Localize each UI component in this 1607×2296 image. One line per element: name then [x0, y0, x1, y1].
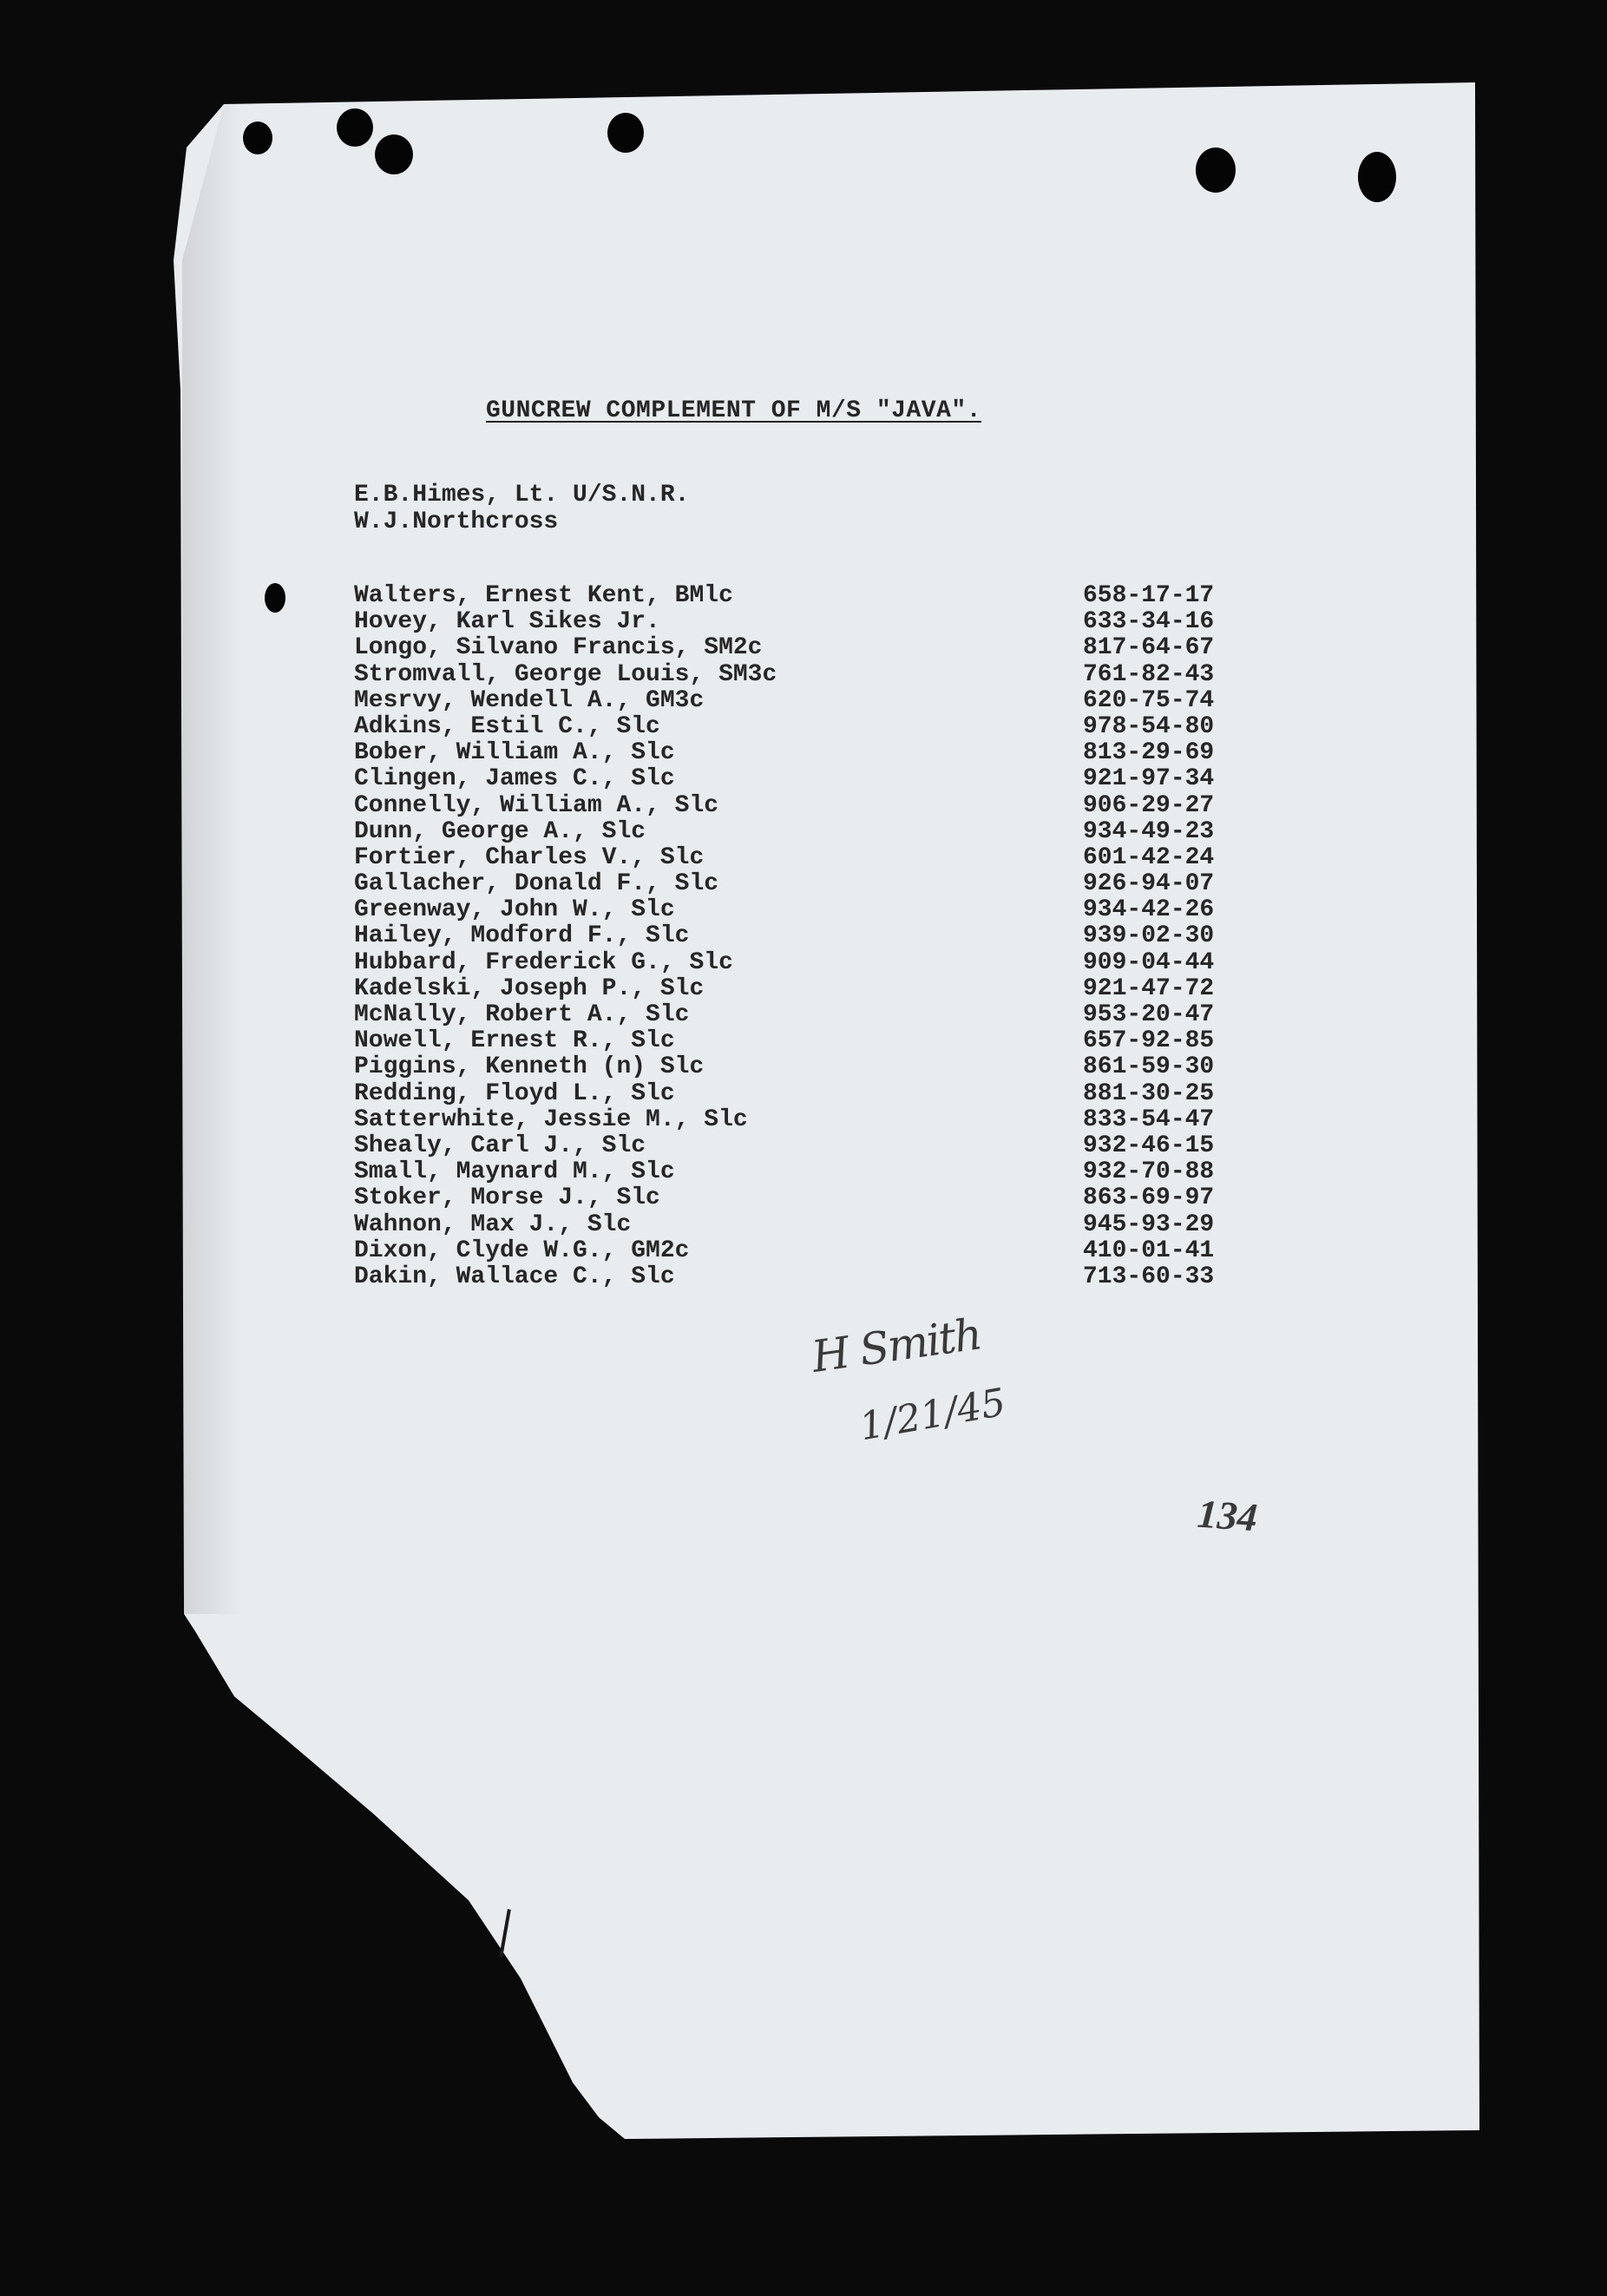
crew-row	[354, 871, 1230, 897]
crew-row	[354, 897, 1230, 923]
service-number: 921-47-72	[1083, 974, 1215, 1002]
service-number: 978-54-80	[1083, 712, 1215, 740]
punch-hole	[1196, 148, 1236, 193]
crew-row	[354, 976, 1230, 1002]
crew-roster	[354, 583, 1230, 1290]
officer-list	[354, 482, 689, 535]
service-number: 906-29-27	[1083, 791, 1215, 819]
signature: H Smith	[808, 1309, 984, 1382]
crew-row	[354, 1107, 1230, 1133]
service-number: 934-42-26	[1083, 896, 1215, 924]
crew-row	[354, 845, 1230, 871]
crew-name: Greenway, John W., Slc	[354, 896, 675, 924]
crew-name: Bober, William A., Slc	[354, 739, 675, 767]
punch-hole	[337, 108, 373, 147]
crew-name: Piggins, Kenneth (n) Slc	[354, 1053, 705, 1081]
crew-name: Dunn, George A., Slc	[354, 817, 646, 845]
crew-name: Kadelski, Joseph P., Slc	[354, 974, 705, 1002]
page-number: 134	[1196, 1491, 1259, 1540]
crew-name: Clingen, James C., Slc	[354, 765, 675, 793]
service-number: 909-04-44	[1083, 948, 1215, 976]
service-number: 761-82-43	[1083, 660, 1215, 688]
crew-row	[354, 1185, 1230, 1211]
punch-hole	[243, 121, 272, 154]
crew-row	[354, 740, 1230, 766]
crew-row	[354, 1133, 1230, 1159]
crew-row	[354, 635, 1230, 661]
document-title: GUNCREW COMPLEMENT OF M/S "JAVA".	[486, 397, 981, 424]
service-number: 620-75-74	[1083, 686, 1215, 714]
crew-name: Wahnon, Max J., Slc	[354, 1210, 632, 1238]
service-number: 932-46-15	[1083, 1132, 1215, 1159]
service-number: 932-70-88	[1083, 1158, 1215, 1186]
crew-name: Walters, Ernest Kent, BMlc	[354, 582, 733, 609]
crew-row	[354, 923, 1230, 949]
service-number: 633-34-16	[1083, 608, 1215, 636]
crew-name: Stromvall, George Louis, SM3c	[354, 660, 777, 688]
punch-hole	[607, 113, 644, 153]
crew-row	[354, 1054, 1230, 1080]
crew-row	[354, 793, 1230, 819]
crew-name: Longo, Silvano Francis, SM2c	[354, 634, 763, 662]
punch-hole	[375, 134, 413, 174]
crew-row	[354, 1028, 1230, 1054]
crew-row	[354, 662, 1230, 688]
crew-name: McNally, Robert A., Slc	[354, 1001, 690, 1028]
crew-row	[354, 950, 1230, 976]
service-number: 601-42-24	[1083, 843, 1215, 871]
service-number: 861-59-30	[1083, 1053, 1215, 1081]
service-number: 953-20-47	[1083, 1001, 1215, 1028]
service-number: 945-93-29	[1083, 1210, 1215, 1238]
crew-name: Redding, Floyd L., Slc	[354, 1079, 675, 1107]
crew-name: Hubbard, Frederick G., Slc	[354, 948, 733, 976]
service-number: 863-69-97	[1083, 1184, 1215, 1212]
punch-hole	[265, 583, 285, 613]
handwritten-annotation	[808, 1309, 1009, 1450]
service-number: 926-94-07	[1083, 870, 1215, 898]
service-number: 939-02-30	[1083, 922, 1215, 950]
signature-date: 1/21/45	[856, 1380, 1009, 1450]
service-number: 410-01-41	[1083, 1237, 1215, 1264]
officer-entry: W.J.Northcross	[354, 508, 559, 535]
crew-name: Hovey, Karl Sikes Jr.	[354, 608, 660, 636]
crew-name: Dixon, Clyde W.G., GM2c	[354, 1237, 690, 1264]
punch-hole	[1358, 152, 1396, 202]
crew-name: Fortier, Charles V., Slc	[354, 843, 705, 871]
crew-row	[354, 1212, 1230, 1238]
crew-name: Hailey, Modford F., Slc	[354, 922, 690, 950]
service-number: 657-92-85	[1083, 1027, 1215, 1055]
crew-row	[354, 1081, 1230, 1107]
crew-row	[354, 1002, 1230, 1028]
paper-fold-shadow	[182, 104, 243, 1614]
crew-row	[354, 688, 1230, 714]
service-number: 934-49-23	[1083, 817, 1215, 845]
crew-name: Gallacher, Donald F., Slc	[354, 870, 719, 898]
service-number: 881-30-25	[1083, 1079, 1215, 1107]
crew-row	[354, 766, 1230, 792]
crew-row	[354, 714, 1230, 740]
crew-row	[354, 1264, 1230, 1290]
service-number: 658-17-17	[1083, 582, 1215, 609]
service-number: 921-97-34	[1083, 765, 1215, 793]
crew-row	[354, 1238, 1230, 1264]
crew-name: Nowell, Ernest R., Slc	[354, 1027, 675, 1055]
crew-row	[354, 583, 1230, 609]
crew-row	[354, 1159, 1230, 1185]
crew-name: Mesrvy, Wendell A., GM3c	[354, 686, 705, 714]
officer-entry: E.B.Himes, Lt. U/S.N.R.	[354, 482, 690, 508]
service-number: 833-54-47	[1083, 1105, 1215, 1133]
crew-row	[354, 609, 1230, 635]
crew-name: Stoker, Morse J., Slc	[354, 1184, 660, 1212]
crew-name: Satterwhite, Jessie M., Slc	[354, 1105, 748, 1133]
crew-name: Connelly, William A., Slc	[354, 791, 719, 819]
crew-name: Dakin, Wallace C., Slc	[354, 1263, 675, 1290]
crew-name: Shealy, Carl J., Slc	[354, 1132, 646, 1159]
crew-row	[354, 819, 1230, 845]
service-number: 813-29-69	[1083, 739, 1215, 767]
crew-name: Adkins, Estil C., Slc	[354, 712, 660, 740]
service-number: 713-60-33	[1083, 1263, 1215, 1290]
crew-name: Small, Maynard M., Slc	[354, 1158, 675, 1186]
service-number: 817-64-67	[1083, 634, 1215, 662]
